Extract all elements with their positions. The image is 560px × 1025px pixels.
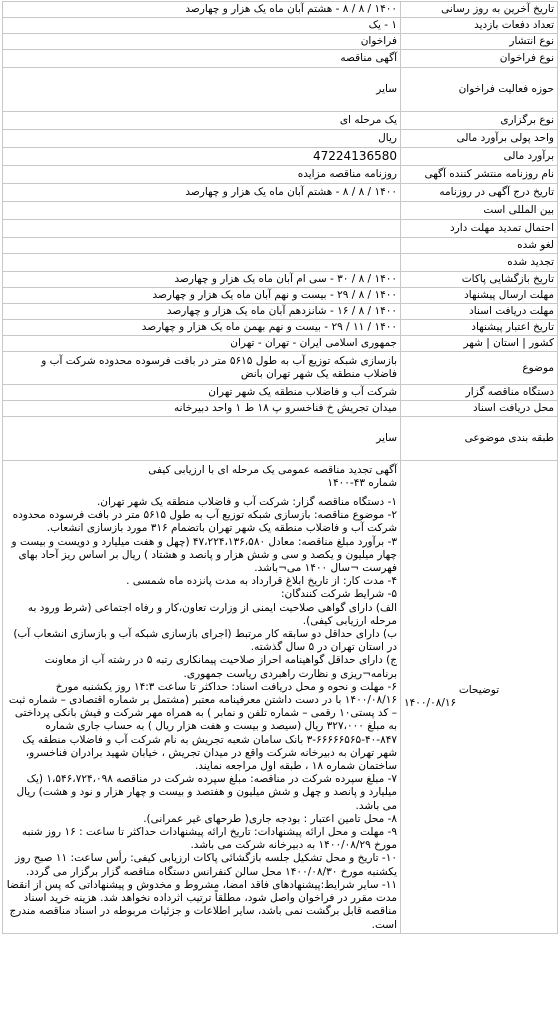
detail-row bbox=[3, 320, 558, 336]
detail-label: تاریخ آخرین به روز رسانی bbox=[401, 2, 558, 18]
detail-row bbox=[3, 18, 558, 34]
detail-row bbox=[3, 2, 558, 18]
detail-label: محل دریافت اسناد bbox=[401, 401, 558, 417]
detail-value: روزنامه مناقصه مزایده bbox=[3, 166, 401, 184]
detail-row bbox=[3, 254, 558, 272]
detail-value: فراخوان bbox=[3, 34, 401, 50]
detail-value bbox=[3, 254, 401, 272]
detail-row bbox=[3, 220, 558, 238]
detail-row bbox=[3, 130, 558, 148]
detail-label: نوع برگزاری bbox=[401, 112, 558, 130]
description-label-cell bbox=[401, 461, 558, 934]
detail-value: ۱۴۰۰ / ۸ / ۸ - هشتم آبان ماه یک هزار و چهارصد bbox=[3, 2, 401, 18]
detail-label: دستگاه مناقصه گزار bbox=[401, 385, 558, 401]
detail-row bbox=[3, 385, 558, 401]
detail-value bbox=[3, 220, 401, 238]
detail-value: ۱۴۰۰ / ۸ / ۳۰ - سی ام آبان ماه یک هزار و چهارصد bbox=[3, 272, 401, 288]
detail-value: جمهوری اسلامی ایران - تهران - تهران bbox=[3, 336, 401, 352]
detail-value: ۱۴۰۰ / ۸ / ۲۹ - بیست و نهم آبان ماه یک هزار و چهارصد bbox=[3, 288, 401, 304]
details-body bbox=[3, 2, 558, 461]
detail-label: بین المللی است bbox=[401, 202, 558, 220]
detail-label: کشور | استان | شهر bbox=[401, 336, 558, 352]
detail-label: نوع انتشار bbox=[401, 34, 558, 50]
detail-value: بازسازی شبکه توزیع آب به طول ۵۶۱۵ متر در بافت فرسوده محدوده شرکت آب و فاضلاب منطقه یک شهر تهران بانض bbox=[3, 352, 401, 385]
detail-label: تاریخ درج آگهی در روزنامه bbox=[401, 184, 558, 202]
detail-value bbox=[3, 202, 401, 220]
description-label-date: ۱۴۰۰/۰۸/۱۶ bbox=[404, 696, 457, 709]
detail-value: میدان تجریش خ فناخسرو پ ۱۸ ط ۱ واحد دبیرخانه bbox=[3, 401, 401, 417]
detail-label: حوزه فعالیت فراخوان bbox=[401, 68, 558, 112]
detail-row bbox=[3, 417, 558, 461]
tender-details-table bbox=[2, 1, 558, 934]
detail-row bbox=[3, 112, 558, 130]
description-cell bbox=[3, 461, 401, 934]
description-label: توضیحات bbox=[458, 683, 500, 696]
detail-value bbox=[3, 238, 401, 254]
detail-row bbox=[3, 184, 558, 202]
detail-label: طبقه بندی موضوعی bbox=[401, 417, 558, 461]
detail-row bbox=[3, 352, 558, 385]
detail-row bbox=[3, 336, 558, 352]
detail-value: 47224136580 bbox=[3, 148, 401, 166]
detail-value: سایر bbox=[3, 417, 401, 461]
detail-label: واحد پولی برآورد مالی bbox=[401, 130, 558, 148]
detail-value: شرکت آب و فاضلاب منطقه یک شهر تهران bbox=[3, 385, 401, 401]
description-title: آگهی تجدید مناقصه عمومی یک مرحله ای با ارزیابی کیفی bbox=[148, 464, 397, 476]
detail-row bbox=[3, 304, 558, 320]
detail-label: لغو شده bbox=[401, 238, 558, 254]
detail-value: ریال bbox=[3, 130, 401, 148]
detail-label: مهلت دریافت اسناد bbox=[401, 304, 558, 320]
detail-label: برآورد مالی bbox=[401, 148, 558, 166]
detail-label: احتمال تمدید مهلت دارد bbox=[401, 220, 558, 238]
detail-label: موضوع bbox=[401, 352, 558, 385]
detail-label: نام روزنامه منتشر کننده آگهی bbox=[401, 166, 558, 184]
detail-value: ۱۴۰۰ / ۸ / ۸ - هشتم آبان ماه یک هزار و چهارصد bbox=[3, 184, 401, 202]
detail-value: ۱۴۰۰ / ۸ / ۱۶ - شانزدهم آبان ماه یک هزار و چهارصد bbox=[3, 304, 401, 320]
detail-row bbox=[3, 202, 558, 220]
detail-label: تاریخ بازگشایی پاکات bbox=[401, 272, 558, 288]
detail-row bbox=[3, 238, 558, 254]
detail-row bbox=[3, 34, 558, 50]
detail-label: نوع فراخوان bbox=[401, 50, 558, 68]
description-row bbox=[3, 461, 558, 934]
detail-row bbox=[3, 68, 558, 112]
description-body: ۱- دستگاه مناقصه گزار: شرکت آب و فاضلاب منطقه یک شهر تهران. ۲- موضوع مناقصه: بازسازی شبکه توزیع آب به طول ۵۶۱۵ متر در بافت فرسوده محدوده شرکت آب و فاضلاب منطقه یک شهر تهران باتضمام ۳۱۶ مورد بازسازی انشعاب. ۳- برآورد مبلغ مناقصه: معادل ۴۷،۲۲۴،۱۳۶،۵۸۰ (چهل و هفت میلیارد و دویست و بیست و چهار میلیون و یکصد و سی و شش هزار و پانصد و هشتاد ) ریال بر اساس ریز آحاد بهای فهرست ¬سال ۱۴۰۰ می¬باشد. ۴- مدت کار: از تاریخ ابلاغ قرارداد به مدت پانزده ماه شمسی . ۵- شرایط شرکت کنندگان: الف) دارای گواهی صلاحیت ایمنی از وزارت تعاون،کار و رفاه اجتماعی (شرط ورود به مرحله ارزیابی کیفی). ب) دارای حداقل دو سابقه کار مرتبط (اجرای بازسازی شبکه آب و بازسازی انشعاب آب) در استان تهران در ۵ سال گذشته. ج) دارای حداقل گواهینامه احراز صلاحیت پیمانکاری رتبه ۵ در رشته آب از معاونت برنامه¬ریزی و نظارت راهبردی ریاست جمهوری. ۶- مهلت و نحوه و محل دریافت اسناد: حداکثر تا ساعت ۱۴:۳ روز یکشنبه مورخ ۱۴۰۰/۰۸/۱۶ با در دست داشتن معرفینامه معتبر (مشتمل بر شماره اقتصادی – شماره ثبت – کد پستی۱۰ رقمی – شماره تلفن و نمابر ) به همراه مهر شرکت و فیش بانکی پرداختی به مبلغ ۳۲۷،۰۰۰ ریال (سیصد و بیست و هفت هزار ریال ) به حساب جاری شماره ۸۴۷-۴۰-۶۶۶۶۶۵۶۵-۳ بانک سامان شعبه تجریش به نام شرکت آب و فاضلاب منطقه یک شهر تهران به دبیرخانه شرکت واقع در میدان تجریش ، خیابان شهید برادران فناخسرو، ساختمان شماره ۱۸ ، طبقه اول مراجعه نمایند. ۷- مبلغ سپرده شرکت در مناقصه: مبلغ سپرده شرکت در مناقصه ۱،۵۴۶،۷۲۴،۰۹۸ (یک میلیارد و پانصد و چهل و شش میلیون و هفتصد و بیست و چهار هزار و نود و هشت) ریال می باشد. ۸- محل تامین اعتبار : بودجه جاری( طرحهای غیر عمرانی). ۹- مهلت و محل ارائه پیشنهادات: تاریخ ارائه پیشنهادات حداکثر تا ساعت : ۱۶ روز شنبه مورخ ۱۴۰۰/۰۸/۲۹ به دبیرخانه شرکت می باشد. ۱۰- تاریخ و محل تشکیل جلسه بازگشائی پاکات ارزیابی کیفی: رأس ساعت: ۱۱ صبح روز یکشنبه مورخ ۱۴۰۰/۰۸/۳۰ محل سالن کنفرانس دستگاه مناقصه گزار برگزار می گردد. ۱۱- سایر شرایط:پیشنهادهای فاقد امضا، مشروط و مخدوش و پیشنهاداتی که پس از انقضا مدت مقرر در فراخوان واصل شود، مطلقاً ترتیب اثرداده نخواهد شد. هزینه خرید اسناد مناقصه قابل برگشت نمی باشد، سایر اطلاعات و جزئیات مربوطه در اسناد مناقصه مندرج است. bbox=[6, 496, 397, 931]
detail-row bbox=[3, 166, 558, 184]
detail-value: ۱ - یک bbox=[3, 18, 401, 34]
detail-row bbox=[3, 272, 558, 288]
detail-label: مهلت ارسال پیشنهاد bbox=[401, 288, 558, 304]
detail-value: آگهی مناقصه bbox=[3, 50, 401, 68]
detail-row bbox=[3, 148, 558, 166]
detail-label: تاریخ اعتبار پیشنهاد bbox=[401, 320, 558, 336]
detail-value: سایر bbox=[3, 68, 401, 112]
detail-row bbox=[3, 288, 558, 304]
detail-row bbox=[3, 401, 558, 417]
detail-value: ۱۴۰۰ / ۱۱ / ۲۹ - بیست و نهم بهمن ماه یک هزار و چهارصد bbox=[3, 320, 401, 336]
detail-label: تجدید شده bbox=[401, 254, 558, 272]
detail-value: یک مرحله ای bbox=[3, 112, 401, 130]
detail-label: تعداد دفعات بازدید bbox=[401, 18, 558, 34]
detail-row bbox=[3, 50, 558, 68]
description-number: شماره ۴۳-۱۴۰۰ bbox=[327, 477, 397, 489]
description-section bbox=[3, 461, 558, 934]
